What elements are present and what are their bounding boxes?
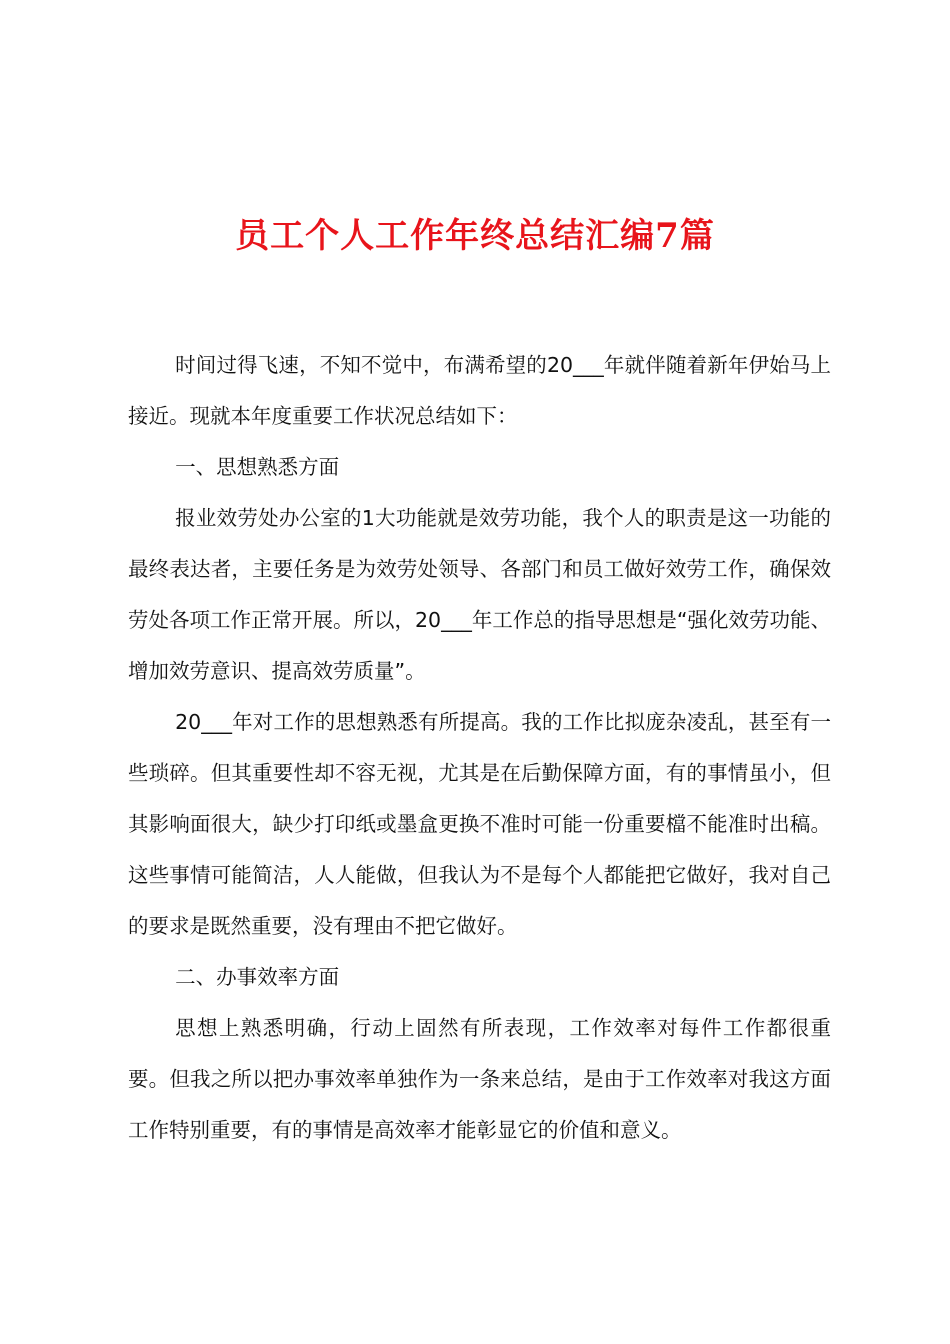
section-2-paragraph-1: 思想上熟悉明确，行动上固然有所表现，工作效率对每件工作都很重要。但我之所以把办事效率单独作为一条来总结，是由于工作效率对我这方面工作特别重要，有的事情是高效率才能彰显它的价值和意义。 xyxy=(128,1016,831,1142)
section-heading-1: 一、思想熟悉方面 xyxy=(175,455,340,479)
intro-paragraph: 时间过得飞速，不知不觉中，布满希望的20___年就伴随着新年伊始马上接近。现就本年度重要工作状况总结如下： xyxy=(128,353,831,428)
document-title: 员工个人工作年终总结汇编7篇 xyxy=(235,216,715,256)
document-body xyxy=(128,340,831,1156)
section-1-paragraph-1: 报业效劳处办公室的1大功能就是效劳功能，我个人的职责是这一功能的最终表达者，主要任务是为效劳处领导、各部门和员工做好效劳工作，确保效劳处各项工作正常开展。所以，20___年工作总的指导思想是“强化效劳功能、增加效劳意识、提高效劳质量”。 xyxy=(128,506,831,683)
section-1-paragraph-2: 20___年对工作的思想熟悉有所提高。我的工作比拟庞杂凌乱，甚至有一些琐碎。但其重要性却不容无视，尤其是在后勤保障方面，有的事情虽小，但其影响面很大，缺少打印纸或墨盒更换不准时可能一份重要檔不能准时出稿。这些事情可能简洁，人人能做，但我认为不是每个人都能把它做好，我对自己的要求是既然重要，没有理由不把它做好。 xyxy=(128,710,831,938)
section-heading-2: 二、办事效率方面 xyxy=(175,965,340,989)
